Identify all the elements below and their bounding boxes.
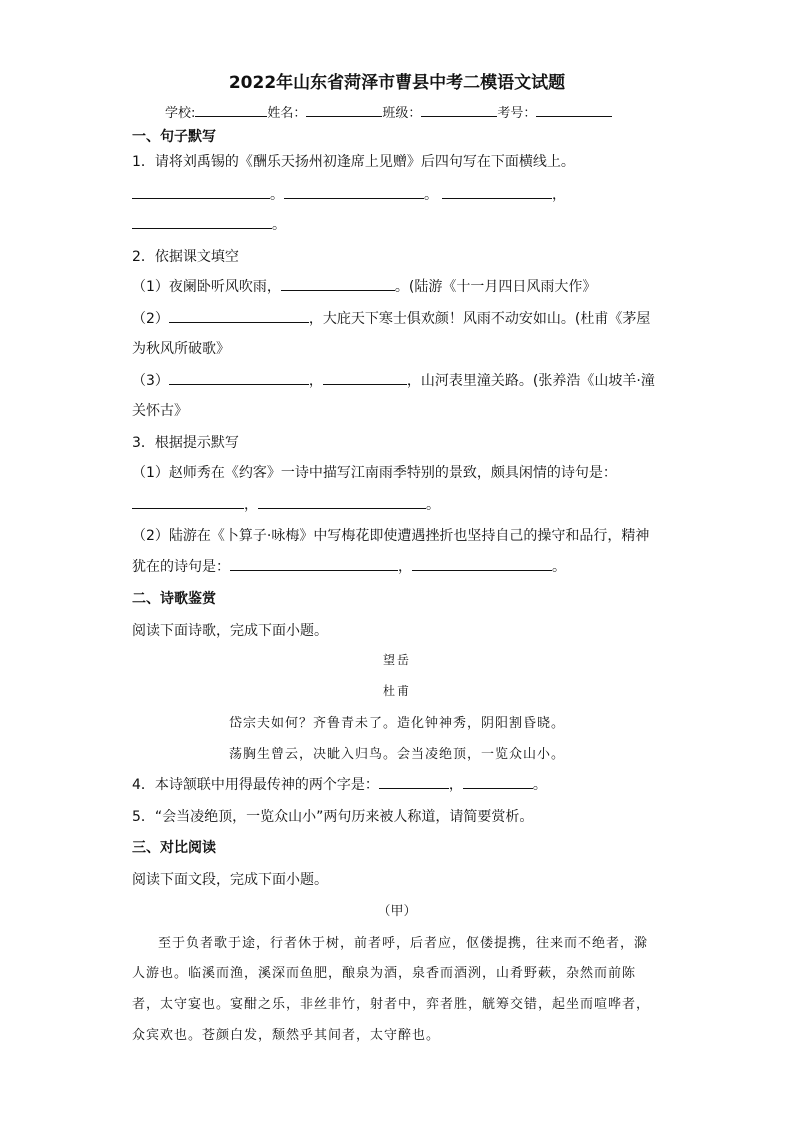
poem-title: 望岳 — [382, 653, 411, 667]
punctuation: 。 — [552, 559, 566, 575]
question-4 — [132, 774, 547, 794]
question-5: 5．“会当凌绝顶，一览众山小”两句历来被人称道，请简要赏析。 — [132, 809, 534, 825]
passage-line: 众宾欢也。苍颜白发，颓然乎其间者，太守醉也。 — [132, 1028, 441, 1043]
question-3-item-1: （1）赵师秀在《约客》一诗中描写江南雨季特别的景致，颇具闲情的诗句是： — [132, 465, 617, 481]
answer-blank[interactable] — [284, 184, 424, 199]
answer-blank[interactable] — [132, 494, 244, 509]
student-info-row — [165, 102, 612, 121]
question-1-line-2 — [132, 214, 286, 234]
answer-blank[interactable] — [442, 184, 552, 199]
question-3-item-2: （2）陆游在《卜算子·咏梅》中写梅花即使遭遇挫折也坚持自己的操守和品行，精神 — [132, 528, 650, 544]
school-label: 学校: — [165, 106, 196, 121]
answer-blank[interactable] — [230, 556, 398, 571]
answer-blank[interactable] — [132, 214, 272, 229]
item-text: 犹在的诗句是： — [132, 559, 230, 575]
question-3-item-2-cont — [132, 556, 566, 576]
poem-line-2: 荡胸生曾云，决眦入归鸟。会当凌绝顶，一览众山小。 — [228, 747, 565, 762]
item-text: 4．本诗颔联中用得最传神的两个字是： — [132, 777, 379, 793]
name-field[interactable] — [306, 102, 382, 117]
passage-label: （甲） — [377, 904, 417, 919]
punctuation: 。 — [424, 187, 438, 203]
punctuation: ， — [448, 777, 463, 793]
answer-blank[interactable] — [463, 774, 533, 789]
section-2-intro: 阅读下面诗歌，完成下面小题。 — [132, 623, 328, 639]
class-field[interactable] — [421, 102, 497, 117]
question-3-item-1-answer — [132, 494, 440, 514]
punctuation: ， — [244, 497, 258, 513]
punctuation: 。 — [270, 187, 284, 203]
passage-line: 人游也。临溪而渔，溪深而鱼肥，酿泉为酒，泉香而酒洌，山肴野蔌，杂然而前陈 — [132, 966, 637, 981]
answer-blank[interactable] — [258, 494, 426, 509]
punctuation: 。 — [426, 497, 440, 513]
number-label: 考号： — [497, 106, 537, 121]
question-2-item-1 — [132, 276, 596, 296]
question-2-item-2 — [132, 308, 650, 328]
punctuation: ， — [552, 187, 566, 203]
item-text: （2） — [132, 311, 169, 327]
passage-line: 者，太守宴也。宴酣之乐，非丝非竹，射者中，弈者胜，觥筹交错，起坐而喧哗者， — [132, 997, 651, 1012]
section-heading-3: 三、对比阅读 — [132, 840, 216, 856]
answer-blank[interactable] — [281, 276, 395, 291]
section-heading-1: 一、句子默写 — [132, 129, 216, 145]
question-2-item-3 — [132, 370, 655, 390]
section-3-intro: 阅读下面文段，完成下面小题。 — [132, 872, 328, 888]
page-title: 2022年山东省菏泽市曹县中考二模语文试题 — [228, 73, 566, 93]
answer-blank[interactable] — [132, 184, 270, 199]
punctuation: 。 — [532, 777, 547, 793]
answer-blank[interactable] — [169, 370, 309, 385]
item-text: ，大庇天下寒士俱欢颜！风雨不动安如山。(杜甫《茅屋 — [308, 311, 651, 327]
punctuation: ， — [398, 559, 412, 575]
item-text: （3） — [132, 373, 169, 389]
question-3-prompt: 3．根据提示默写 — [132, 435, 239, 451]
answer-blank[interactable] — [412, 556, 552, 571]
question-1-line-1 — [132, 184, 566, 204]
question-1-prompt: 1．请将刘禹锡的《酬乐天扬州初逢席上见赠》后四句写在下面横线上。 — [132, 154, 575, 170]
item-text: （1）夜阑卧听风吹雨， — [132, 279, 281, 295]
item-text: ，山河表里潼关路。(张养浩《山坡羊·潼 — [406, 373, 655, 389]
poem-line-1: 岱宗夫如何？齐鲁青未了。造化钟神秀，阴阳割昏晓。 — [228, 716, 565, 731]
answer-blank[interactable] — [323, 370, 407, 385]
poem-author: 杜甫 — [382, 684, 411, 698]
answer-blank[interactable] — [379, 774, 449, 789]
question-2-item-3-cont: 关怀古》 — [132, 403, 188, 419]
question-2-item-2-cont: 为秋风所破歌》 — [132, 341, 230, 357]
answer-blank[interactable] — [169, 308, 309, 323]
question-2-prompt: 2．依据课文填空 — [132, 249, 239, 265]
item-text: 。(陆游《十一月四日风雨大作》 — [394, 279, 597, 295]
number-field[interactable] — [536, 102, 612, 117]
punctuation: 。 — [272, 217, 286, 233]
class-label: 班级： — [382, 106, 422, 121]
punctuation: ， — [308, 373, 323, 389]
school-field[interactable] — [195, 102, 267, 117]
name-label: 姓名： — [267, 106, 307, 121]
passage-line: 至于负者歌于途，行者休于树，前者呼，后者应，伛偻提携，往来而不绝者，滁 — [158, 936, 649, 951]
section-heading-2: 二、诗歌鉴赏 — [132, 591, 216, 607]
